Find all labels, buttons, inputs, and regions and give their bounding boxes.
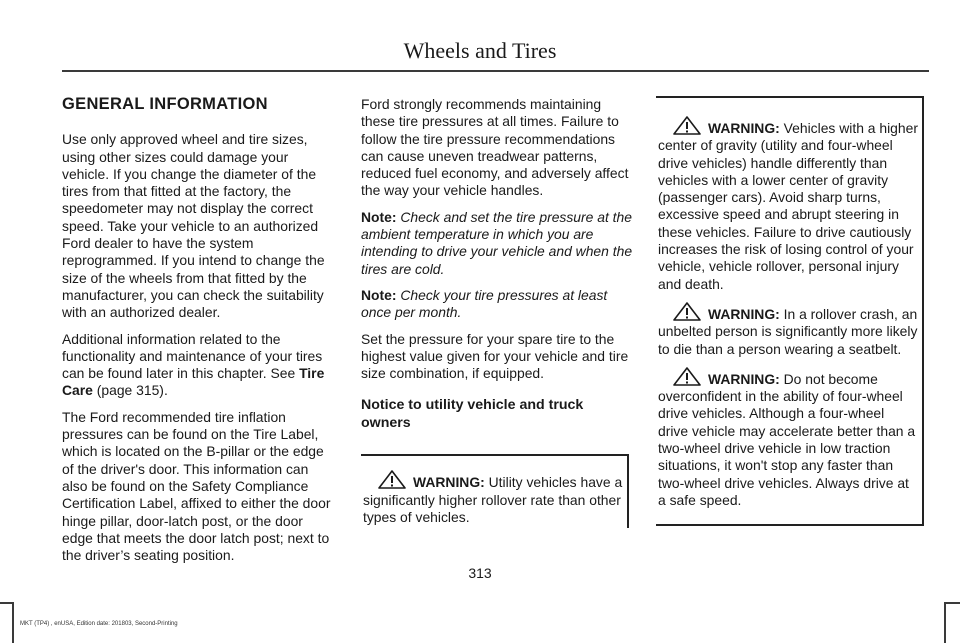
- warning-label: WARNING:: [708, 370, 780, 387]
- edition-footer: MKT (TP4) , enUSA, Edition date: 201803, Second-Printing: [20, 621, 178, 627]
- note-text: Check your tire pressures at least once per month.: [361, 286, 608, 321]
- warning-text: Vehicles with a higher center of gravity (utility and four-wheel drive vehicles) handle differently than vehicles with a lower center of gravity (passenger cars). Avoid sharp turns, excessive speed and abrupt steering in these vehicles. Failure to drive cautiously increases the risk of losing control of your vehicle, vehicle rollover, personal injury and death.: [658, 120, 918, 292]
- warning-triangle-icon: [672, 116, 702, 136]
- warning-item: [658, 367, 918, 509]
- warning-label: WARNING:: [708, 120, 780, 136]
- note-text: Check and set the tire pressure at the ambient temperature in which you are intending to drive your vehicle and when the tires are cold.: [361, 208, 633, 277]
- warning-text: In a rollover crash, an unbelted person is significantly more likely to die than a person wearing a seatbelt.: [658, 305, 918, 357]
- section-heading: GENERAL INFORMATION: [62, 95, 268, 113]
- corner-mark: [0, 602, 14, 604]
- warning-item: [658, 116, 918, 293]
- warning-item: [658, 302, 918, 358]
- header-rule: [62, 70, 929, 72]
- paragraph: The Ford recommended tire inflation pressures can be found on the Tire Label, which is located on the B-pillar or the edge of the driver's door. This information can also be found on the Safety Compliance Certification Label, affixed to either the door hinge pillar, door-latch post, or the door edge that meets the door latch post; next to the driver’s seating position.: [62, 408, 331, 564]
- note-label: Note:: [361, 208, 397, 225]
- warning-triangle-icon: [672, 302, 702, 322]
- note: [361, 209, 634, 278]
- paragraph: Set the pressure for your spare tire to the highest value given for your vehicle and tire size combination, if equipped.: [361, 330, 629, 382]
- paragraph-text: Additional information related to the functionality and maintenance of your tires can be found later in this chapter. See: [62, 330, 323, 382]
- warning-label: WARNING:: [708, 305, 780, 322]
- warning-box: [361, 454, 629, 528]
- corner-mark: [12, 602, 14, 643]
- warning-item: [363, 470, 623, 526]
- paragraph: Ford strongly recommends maintaining these tire pressures at all times. Failure to follow the tire pressure recommendations can cause uneven treadwear patterns, reduced fuel economy, and adversely affect the way your vehicle handles.: [361, 96, 629, 199]
- paragraph: Use only approved wheel and tire sizes, using other sizes could damage your vehicle. If you change the diameter of the tires from that fitted at the factory, the speedometer may not display the correct speed. Take your vehicle to an authorized Ford dealer to have the system reprogrammed. If you intend to change the size of the wheels from that fitted by the manufacturer, you can check the suitability with an authorized dealer.: [62, 131, 325, 321]
- page-reference: (page 315).: [92, 382, 168, 399]
- warning-triangle-icon: [377, 470, 407, 490]
- corner-mark: [944, 602, 946, 643]
- right-column: [656, 96, 929, 526]
- note-label: Note:: [361, 286, 397, 303]
- corner-mark: [944, 602, 960, 604]
- page-title: Wheels and Tires: [403, 38, 557, 63]
- warning-text: Do not become overconfident in the ability of four-wheel drive vehicles. Although a four-wheel drive vehicle may accelerate better than a two-wheel drive vehicle in low traction situations, it won't stop any faster than two-wheel drive vehicles. Always drive at a safe speed.: [658, 370, 916, 508]
- warning-label: WARNING:: [413, 474, 485, 491]
- left-column: [62, 96, 335, 573]
- paragraph: [62, 331, 335, 400]
- warning-text: Utility vehicles have a significantly higher rollover rate than other types of vehicles.: [363, 474, 623, 526]
- note: [361, 287, 634, 322]
- middle-column: [361, 96, 634, 528]
- sub-heading: Notice to utility vehicle and truck owners: [361, 397, 584, 432]
- tire-care-link[interactable]: Tire Care: [62, 365, 325, 399]
- page-number: 313: [468, 565, 492, 581]
- warning-triangle-icon: [672, 367, 702, 387]
- warning-box: [656, 96, 924, 526]
